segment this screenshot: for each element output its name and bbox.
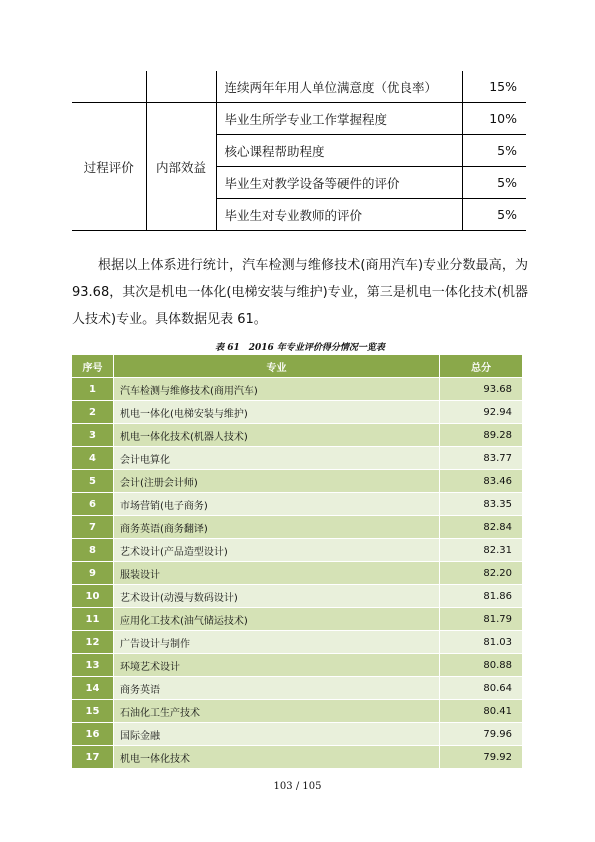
total-score: 92.94 xyxy=(440,401,522,423)
row-index: 15 xyxy=(72,700,114,722)
table-row xyxy=(72,401,522,423)
table-row xyxy=(72,677,522,699)
table-body xyxy=(72,378,522,768)
total-score: 93.68 xyxy=(440,378,522,400)
table-row xyxy=(72,562,522,584)
row-index: 12 xyxy=(72,631,114,653)
weight-value: 5% xyxy=(462,135,526,167)
table-caption: 表 61 2016 年专业评价得分情况一览表 xyxy=(215,343,385,353)
empty-cell xyxy=(72,71,146,103)
row-index: 7 xyxy=(72,516,114,538)
major-name: 艺术设计(产品造型设计) xyxy=(114,539,440,561)
row-index: 17 xyxy=(72,746,114,768)
row-index: 4 xyxy=(72,447,114,469)
major-name: 石油化工生产技术 xyxy=(114,700,440,722)
table-header-row xyxy=(72,355,522,377)
major-name: 汽车检测与维修技术(商用汽车) xyxy=(114,378,440,400)
criterion-label: 连续两年年用人单位满意度（优良率） xyxy=(216,71,462,103)
column-header-score: 总分 xyxy=(440,355,522,377)
major-name: 广告设计与制作 xyxy=(114,631,440,653)
total-score: 79.96 xyxy=(440,723,522,745)
major-name: 市场营销(电子商务) xyxy=(114,493,440,515)
row-index: 13 xyxy=(72,654,114,676)
total-score: 81.86 xyxy=(440,585,522,607)
table-row xyxy=(72,585,522,607)
criterion-label: 毕业生对教学设备等硬件的评价 xyxy=(216,167,462,199)
category-label: 过程评价 xyxy=(72,103,146,231)
total-score: 80.41 xyxy=(440,700,522,722)
row-index: 14 xyxy=(72,677,114,699)
row-index: 11 xyxy=(72,608,114,630)
weight-value: 5% xyxy=(462,199,526,231)
total-score: 81.79 xyxy=(440,608,522,630)
row-index: 16 xyxy=(72,723,114,745)
table-row xyxy=(72,516,522,538)
evaluation-weight-table xyxy=(72,71,526,231)
row-index: 10 xyxy=(72,585,114,607)
summary-paragraph: 根据以上体系进行统计，汽车检测与维修技术(商用汽车)专业分数最高，为93.68，其次是机电一体化(电梯安装与维护)专业，第三是机电一体化技术(机器人技术)专业。具体数据见表 61。 xyxy=(72,258,528,327)
subcategory-label: 内部效益 xyxy=(146,103,216,231)
major-name: 会计电算化 xyxy=(114,447,440,469)
major-name: 商务英语 xyxy=(114,677,440,699)
table-row xyxy=(72,424,522,446)
page-number: 103 / 105 xyxy=(273,781,322,792)
major-name: 机电一体化技术 xyxy=(114,746,440,768)
column-header-major: 专业 xyxy=(114,355,440,377)
table-row xyxy=(72,608,522,630)
table-row xyxy=(72,71,526,103)
row-index: 8 xyxy=(72,539,114,561)
weight-value: 5% xyxy=(462,167,526,199)
total-score: 79.92 xyxy=(440,746,522,768)
table-row xyxy=(72,723,522,745)
row-index: 9 xyxy=(72,562,114,584)
table-row xyxy=(72,378,522,400)
table-row xyxy=(72,746,522,768)
row-index: 1 xyxy=(72,378,114,400)
major-name: 会计(注册会计师) xyxy=(114,470,440,492)
total-score: 82.20 xyxy=(440,562,522,584)
row-index: 5 xyxy=(72,470,114,492)
major-name: 商务英语(商务翻译) xyxy=(114,516,440,538)
criterion-label: 毕业生对专业教师的评价 xyxy=(216,199,462,231)
major-name: 服装设计 xyxy=(114,562,440,584)
major-name: 艺术设计(动漫与数码设计) xyxy=(114,585,440,607)
weight-value: 15% xyxy=(462,71,526,103)
criterion-label: 核心课程帮助程度 xyxy=(216,135,462,167)
major-name: 机电一体化(电梯安装与维护) xyxy=(114,401,440,423)
table-row xyxy=(72,539,522,561)
table-row xyxy=(72,493,522,515)
table-row xyxy=(72,631,522,653)
table-row xyxy=(72,447,522,469)
criterion-label: 毕业生所学专业工作掌握程度 xyxy=(216,103,462,135)
total-score: 82.31 xyxy=(440,539,522,561)
major-name: 环境艺术设计 xyxy=(114,654,440,676)
total-score: 81.03 xyxy=(440,631,522,653)
total-score: 80.88 xyxy=(440,654,522,676)
table-row xyxy=(72,654,522,676)
empty-cell xyxy=(146,71,216,103)
major-name: 应用化工技术(油气储运技术) xyxy=(114,608,440,630)
major-name: 机电一体化技术(机器人技术) xyxy=(114,424,440,446)
weight-value: 10% xyxy=(462,103,526,135)
table-row xyxy=(72,700,522,722)
row-index: 2 xyxy=(72,401,114,423)
total-score: 83.46 xyxy=(440,470,522,492)
total-score: 83.35 xyxy=(440,493,522,515)
row-index: 3 xyxy=(72,424,114,446)
total-score: 82.84 xyxy=(440,516,522,538)
major-score-table xyxy=(72,354,522,769)
table-row xyxy=(72,470,522,492)
row-index: 6 xyxy=(72,493,114,515)
total-score: 89.28 xyxy=(440,424,522,446)
table-row xyxy=(72,103,526,135)
total-score: 83.77 xyxy=(440,447,522,469)
major-name: 国际金融 xyxy=(114,723,440,745)
total-score: 80.64 xyxy=(440,677,522,699)
column-header-index: 序号 xyxy=(72,355,114,377)
